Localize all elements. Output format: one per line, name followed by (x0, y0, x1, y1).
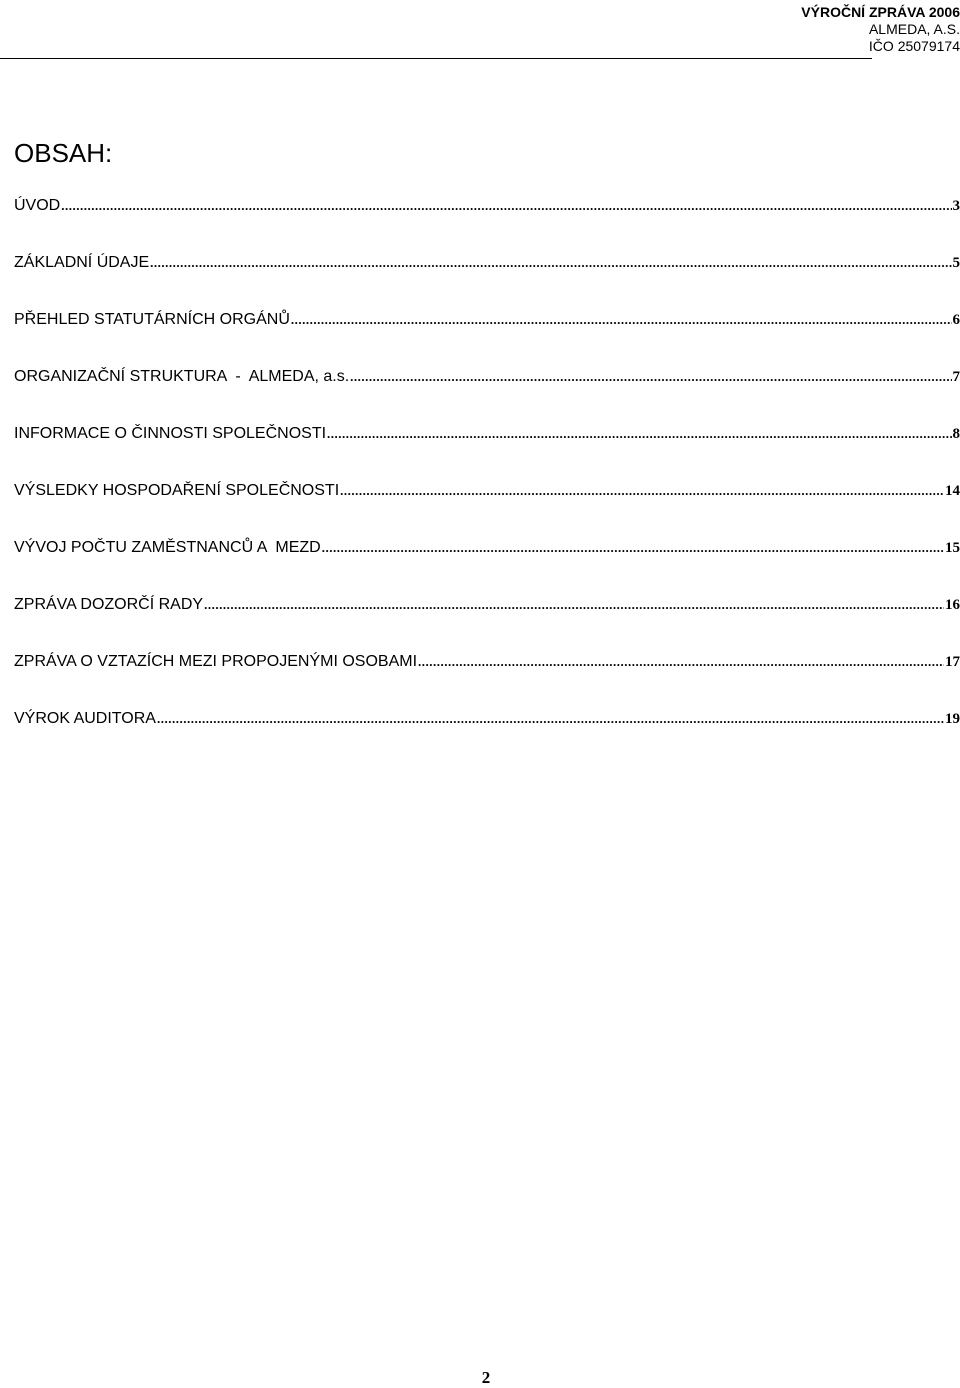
toc-entry-label: INFORMACE O ČINNOSTI SPOLEČNOSTI (14, 424, 326, 444)
table-of-contents (14, 196, 960, 766)
toc-entry-label: VÝSLEDKY HOSPODAŘENÍ SPOLEČNOSTI (14, 481, 339, 501)
dot-leader (340, 481, 944, 501)
toc-entry-label: ZÁKLADNÍ ÚDAJE (14, 253, 149, 273)
toc-entry-vyvoj-poctu-zamestnancu[interactable] (14, 538, 960, 595)
toc-entry-label: VÝVOJ POČTU ZAMĚSTNANCŮ A MEZD (14, 538, 321, 558)
toc-entry-label: PŘEHLED STATUTÁRNÍCH ORGÁNŮ (14, 310, 290, 330)
toc-title: OBSAH: (14, 138, 112, 168)
toc-entry-page: 8 (953, 424, 960, 444)
page-header (560, 4, 960, 55)
dot-leader (291, 310, 952, 330)
company-name: ALMEDA, A.S. (560, 21, 960, 38)
dot-leader (327, 424, 951, 444)
toc-entry-page: 17 (945, 652, 960, 672)
report-title: VÝROČNÍ ZPRÁVA 2006 (560, 4, 960, 21)
toc-entry-zakladni-udaje[interactable] (14, 253, 960, 310)
toc-entry-page: 16 (945, 595, 960, 615)
toc-entry-page: 7 (953, 367, 960, 387)
toc-entry-vyrok-auditora[interactable] (14, 709, 960, 766)
dot-leader (350, 367, 951, 387)
dot-leader (61, 196, 951, 216)
toc-entry-zprava-o-vztazich[interactable] (14, 652, 960, 709)
header-divider (0, 58, 872, 59)
dot-leader (150, 253, 951, 273)
toc-entry-organizacni-struktura[interactable] (14, 367, 960, 424)
toc-entry-page: 19 (945, 709, 960, 729)
toc-entry-uvod[interactable] (14, 196, 960, 253)
toc-entry-page: 6 (953, 310, 960, 330)
dot-leader (204, 595, 944, 615)
toc-entry-vysledky-hospodareni[interactable] (14, 481, 960, 538)
toc-entry-label: ZPRÁVA DOZORČÍ RADY (14, 595, 203, 615)
toc-entry-prehled-statutarnich-organu[interactable] (14, 310, 960, 367)
toc-entry-page: 5 (953, 253, 960, 273)
toc-entry-label: VÝROK AUDITORA (14, 709, 156, 729)
toc-entry-page: 3 (953, 196, 960, 216)
toc-entry-informace-o-cinnosti[interactable] (14, 424, 960, 481)
dot-leader (418, 652, 944, 672)
toc-entry-label: ORGANIZAČNÍ STRUKTURA - ALMEDA, a.s. (14, 367, 349, 387)
toc-entry-page: 14 (945, 481, 960, 501)
dot-leader (157, 709, 944, 729)
page-number: 2 (470, 1368, 502, 1388)
toc-entry-label: ÚVOD (14, 196, 60, 216)
dot-leader (322, 538, 944, 558)
company-id: IČO 25079174 (560, 38, 960, 55)
toc-entry-label: ZPRÁVA O VZTAZÍCH MEZI PROPOJENÝMI OSOBAMI (14, 652, 417, 672)
toc-entry-zprava-dozorci-rady[interactable] (14, 595, 960, 652)
toc-entry-page: 15 (945, 538, 960, 558)
